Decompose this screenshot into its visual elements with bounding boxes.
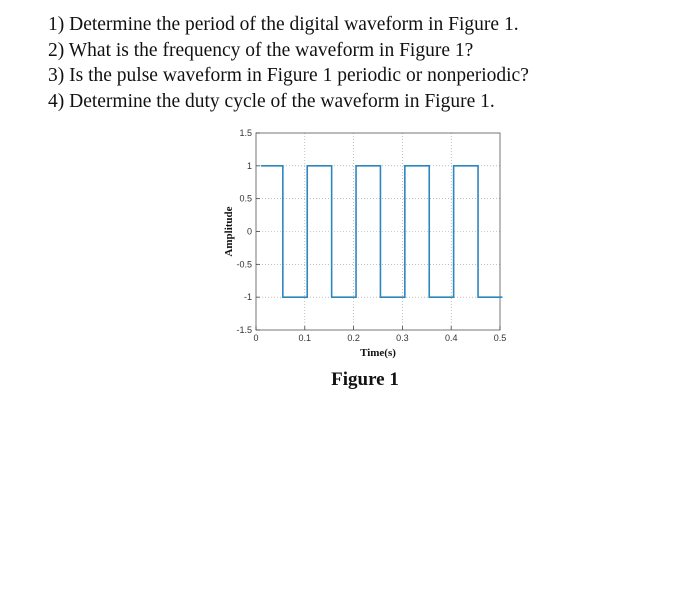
y-tick-label: 0 xyxy=(246,226,252,237)
question-text: Determine the period of the digital waveform in Figure 1. xyxy=(69,14,519,35)
y-tick-label: 0.5 xyxy=(239,193,252,204)
x-axis-label: Time(s) xyxy=(360,347,396,359)
question-number: 2) xyxy=(48,39,65,61)
figure-caption: Figure 1 xyxy=(331,369,399,390)
question-number: 1) xyxy=(48,14,65,35)
question-number: 3) xyxy=(48,65,65,86)
y-axis-label: Amplitude xyxy=(223,206,235,257)
question-text: What is the frequency of the waveform in Figure 1? xyxy=(68,39,474,61)
y-tick-label: -0.5 xyxy=(236,259,252,270)
chart-ticks xyxy=(236,128,506,343)
y-tick-label: 1 xyxy=(246,160,252,171)
x-tick-label: 0.5 xyxy=(493,333,507,343)
x-tick-label: 0.4 xyxy=(444,333,458,343)
y-tick-label: -1.5 xyxy=(236,325,252,335)
y-tick-label: 1.5 xyxy=(239,128,252,138)
x-tick-label: 0.2 xyxy=(347,333,360,343)
x-tick-label: 0.3 xyxy=(396,333,409,343)
x-tick-label: 0.1 xyxy=(298,333,312,343)
question-text: Is the pulse waveform in Figure 1 periodic or nonperiodic? xyxy=(69,65,529,86)
question-number: 4) xyxy=(48,90,65,112)
y-tick-label: -1 xyxy=(243,292,252,303)
x-tick-label: 0 xyxy=(253,333,259,343)
chart-grid xyxy=(256,133,500,330)
question-text: Determine the duty cycle of the waveform in Figure 1. xyxy=(69,90,495,112)
